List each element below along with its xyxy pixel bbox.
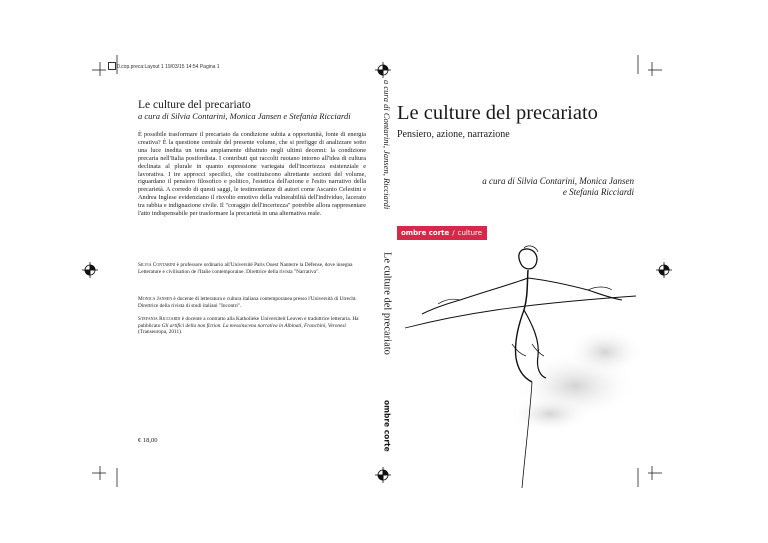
- series-name: culture: [457, 229, 483, 237]
- publisher-series-bar: [397, 226, 487, 240]
- bio-contarini: [138, 262, 366, 275]
- back-cover-blurb: È possibile trasformare il precariato da condizione subita a opportunità, fonte di energia creativa? È la questione centrale del presente volume, che si prefigge di analizzare sotto una luce inedita un tema ampiamente dibattuto negli ultimi decenni: la condizione precaria nell'Italia postfordista. I contributi qui raccolti ruotano intorno all'idea di cultura declinata al plurale in quanto espressione variegata dell'incertezza esistenziale e lavorativa. I tre approcci specifici, che costituiscono altrettante sezioni del volume, riguardano il pensiero filosofico e politico, l'estetica dell'azione e l'esito narrativo della precarietà. A corredo di questi saggi, le testimonianze di autori come Ascanio Celestini e Andrea Inglese evidenziano il risvolto emotivo della vulnerabilità dell'individuo, lacerato tra rabbia e indignazione civile. Il "coraggio dell'incertezza" potrebbe allora rappresentare l'atto indispensabile per trasformare la precarietà in una alternativa reale.: [138, 131, 366, 218]
- slug-checkbox-icon: [108, 62, 116, 70]
- publisher-name: ombre corte: [401, 229, 450, 237]
- bio-publisher: (Transeuropa, 2011).: [138, 329, 183, 336]
- tightrope-walker-illustration: [400, 244, 640, 490]
- spine-editors: a cura di Contarini, Jansen, Ricciardi: [382, 80, 392, 210]
- spine-publisher-logo: ombre corte: [382, 400, 392, 452]
- bio-text: è docente di letteratura e cultura italiana contemporanea presso l'Università di Utrecht. Direttrice della rivista di studi italiani "Incontri".: [138, 296, 357, 309]
- bio-ricciardi: [138, 316, 366, 336]
- bio-name: Silvia Contarini: [138, 262, 176, 268]
- bio-name: Monica Jansen: [138, 296, 173, 302]
- front-cover-editors: [440, 176, 634, 198]
- bio-book-title: Gli artifici della non fiction. La messinscena narrativa in Albinati, Franchini, Veronesi: [161, 322, 346, 329]
- series-separator: /: [452, 229, 455, 237]
- front-cover-subtitle: Pensiero, azione, narrazione: [397, 129, 510, 140]
- front-editors-line-1: a cura di Silvia Contarini, Monica Jansen: [482, 176, 634, 186]
- bio-name: Stefania Ricciardi: [138, 316, 181, 322]
- back-cover-editors: a cura di Silvia Contarini, Monica Jansen e Stefania Ricciardi: [138, 111, 351, 121]
- back-cover-title: Le culture del precariato: [138, 99, 251, 111]
- price: € 18,00: [138, 437, 158, 444]
- spine-title: Le culture del precariato: [381, 252, 393, 355]
- front-cover-title: Le culture del precariato: [397, 102, 598, 124]
- bio-text: è professore ordinario all'Université Paris Ouest Nanterre la Défense, dove insegna Letterature e civilisation de l'Italie contemporaine. Direttrice della rivista "Narrativa".: [138, 262, 353, 275]
- bio-jansen: [138, 296, 366, 309]
- printer-slug: 0.cop.preca:Layout 1 19/03/15 14:54 Pagina 1: [117, 64, 220, 70]
- bio-text: è docente a contratto alla Katholieke Universiteit Leuven e traduttrice letteraria. Ha pubblicato: [138, 316, 359, 329]
- front-editors-line-2: e Stefania Ricciardi: [562, 187, 634, 197]
